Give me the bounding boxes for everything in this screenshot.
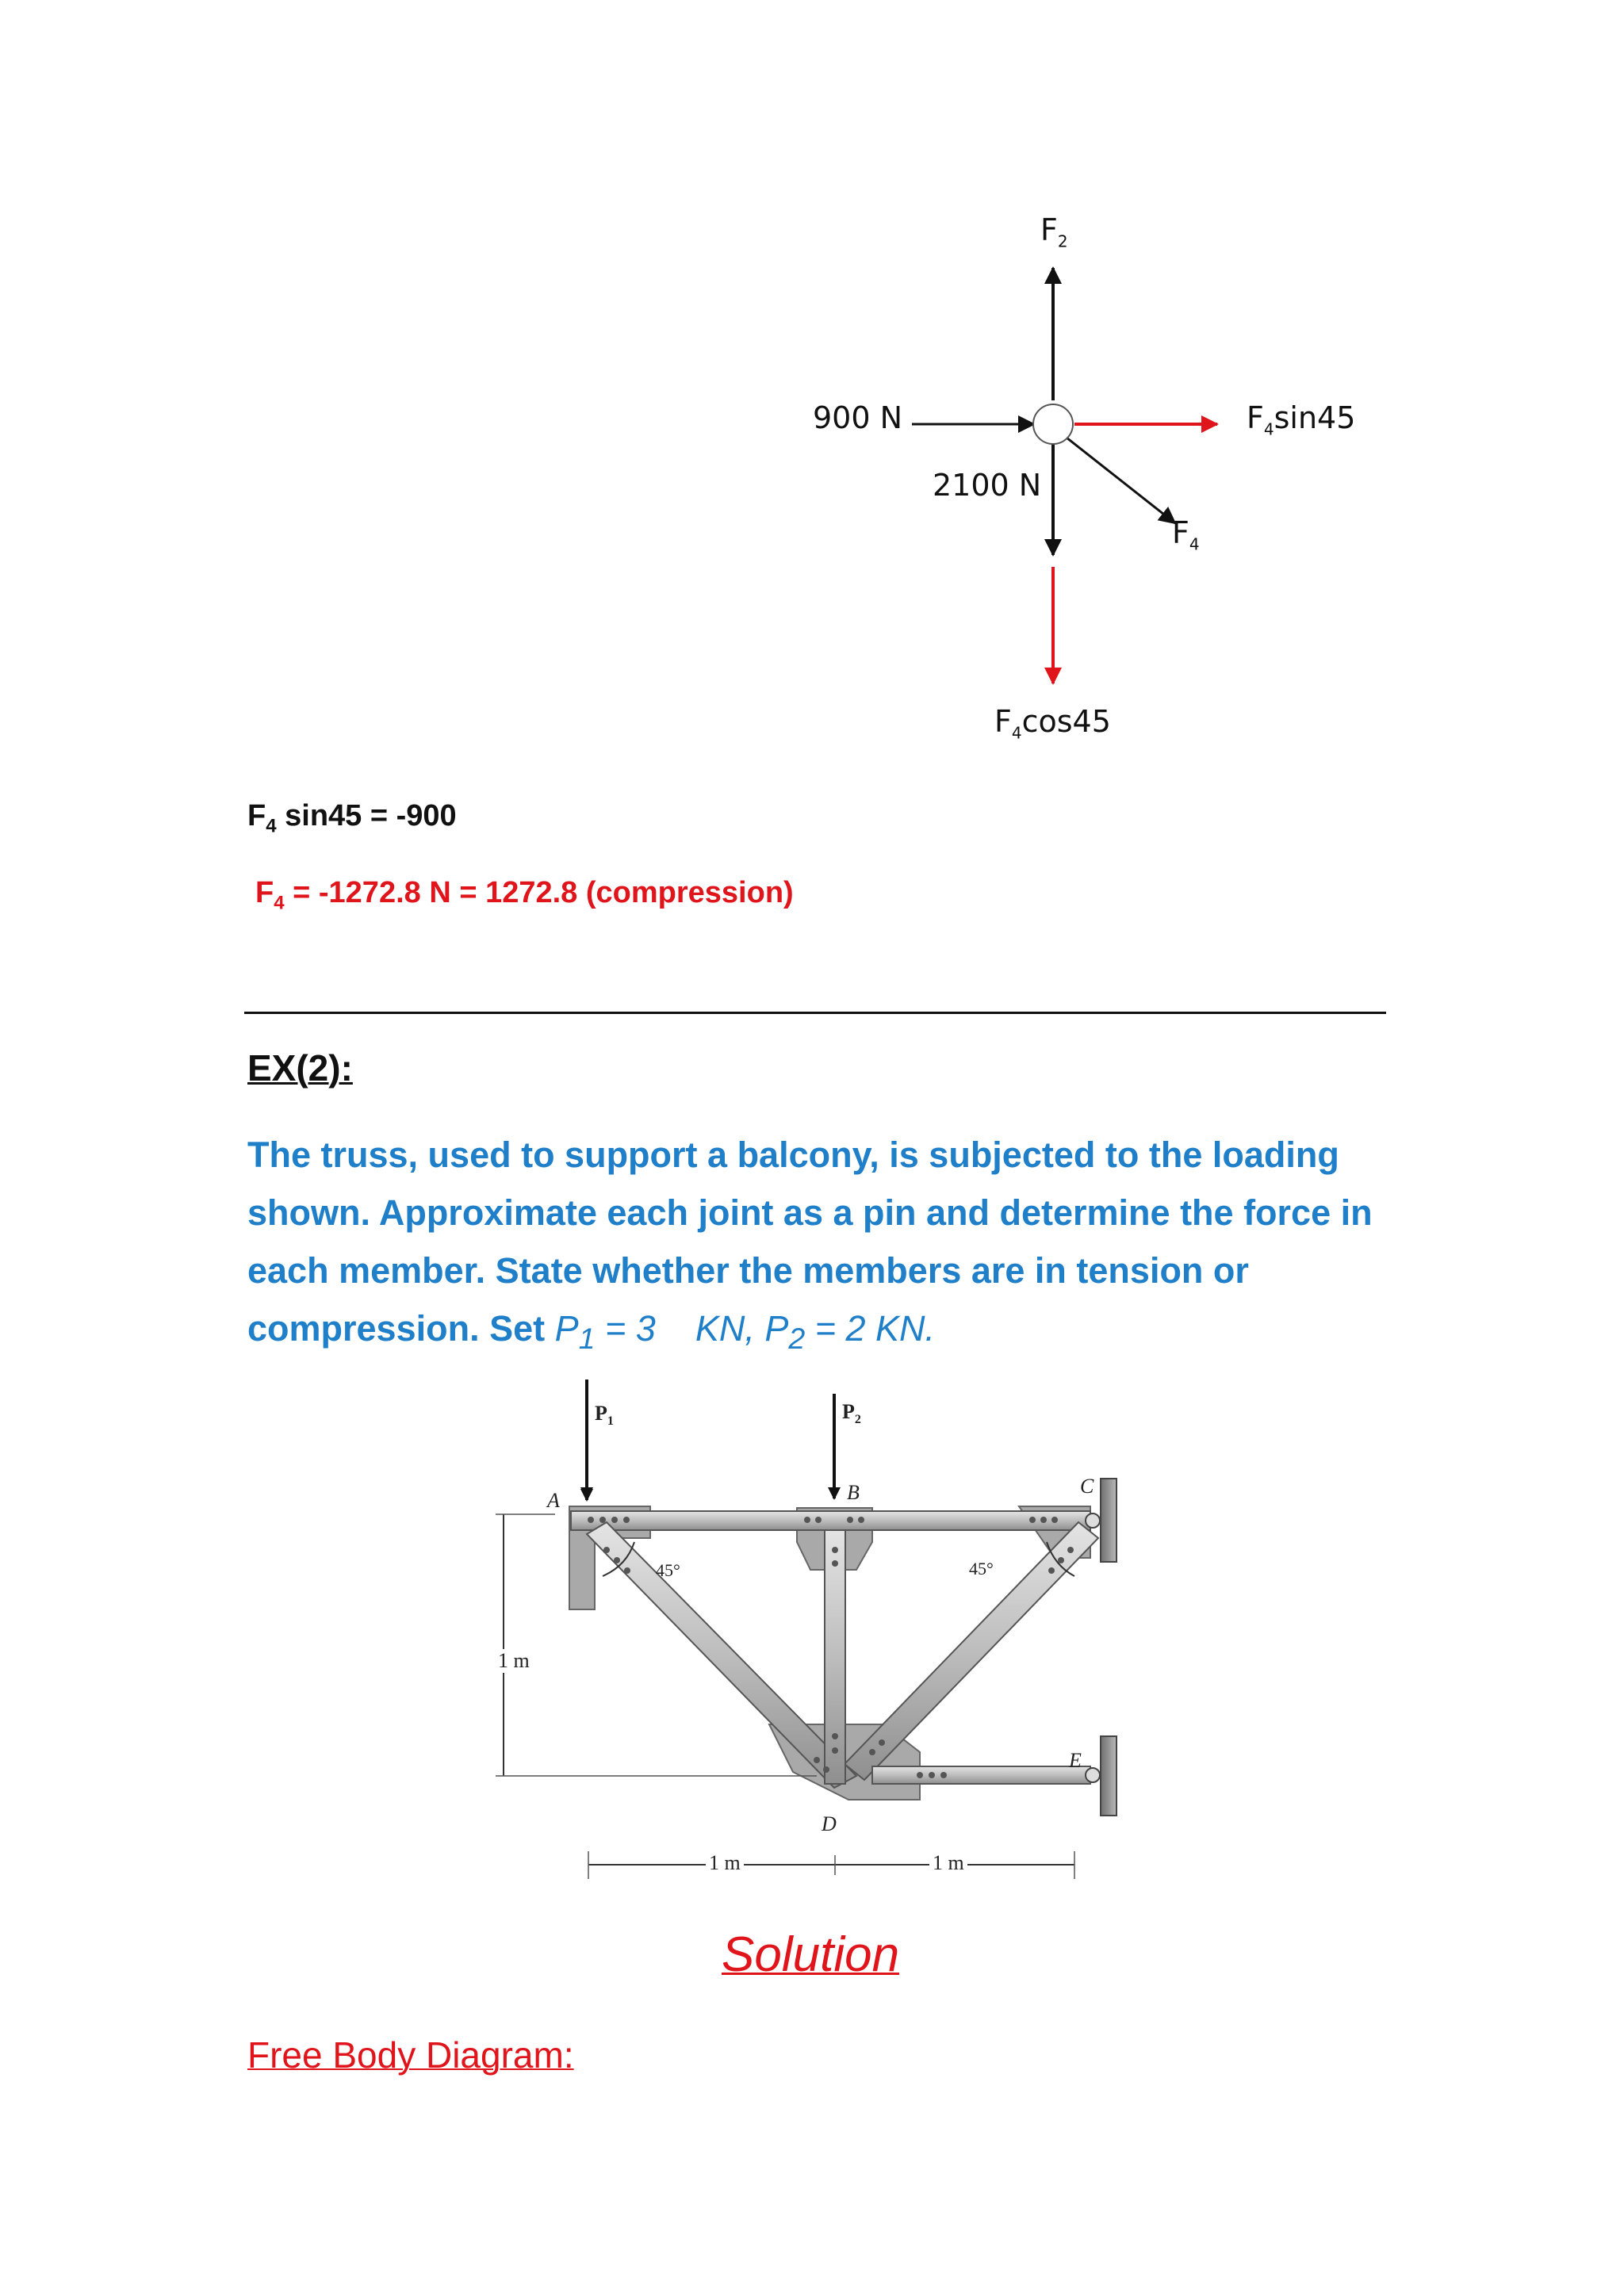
problem-statement: The truss, used to support a balcony, is subjected to the loading shown. Approximate each joint as a pin and determine the force in each member. State whether the members are in tension or compression. Set $P_1 = 3$ KN, $P_2 = 2$ KN. bbox=[247, 1135, 1373, 1355]
truss-figure bbox=[444, 1380, 1158, 1895]
f2-label: $F_2$ bbox=[1040, 212, 1068, 251]
truss-joint-c: C bbox=[1080, 1475, 1094, 1498]
truss-joint-b: B bbox=[847, 1481, 860, 1504]
truss-joint-e: E bbox=[1069, 1749, 1082, 1772]
f4cos-label: $F_4\cos 45$ bbox=[994, 704, 1111, 743]
member-ab-bc bbox=[571, 1511, 1090, 1530]
force-2100-label: 2100 N bbox=[933, 468, 1042, 503]
force-900-label: 900 N bbox=[813, 400, 903, 435]
support-c bbox=[1101, 1479, 1116, 1562]
support-e bbox=[1101, 1736, 1116, 1816]
f4-arrow bbox=[1067, 438, 1175, 523]
truss-span-right: 1 m bbox=[929, 1851, 967, 1875]
pin-e bbox=[1086, 1768, 1100, 1782]
truss-height-dim: 1 m bbox=[496, 1649, 532, 1673]
member-bd bbox=[825, 1530, 845, 1784]
truss-angle-right: 45° bbox=[969, 1559, 994, 1578]
section-divider bbox=[244, 1012, 1386, 1014]
truss-p2-label: $P_2$ bbox=[842, 1400, 861, 1427]
truss-p1-label: $P_1$ bbox=[595, 1402, 614, 1429]
truss-span-left: 1 m bbox=[706, 1851, 744, 1875]
solution-heading: Solution bbox=[722, 1927, 900, 1982]
truss-joint-d: D bbox=[822, 1812, 837, 1835]
pin-c bbox=[1086, 1513, 1100, 1528]
example-heading: EX(2): bbox=[247, 1047, 353, 1089]
member-de bbox=[872, 1766, 1090, 1784]
equation-1: $F_4$ sin45 = -900 bbox=[247, 799, 457, 837]
f4sin-label: $F_4\sin 45$ bbox=[1247, 400, 1356, 439]
joint-circle bbox=[1033, 404, 1073, 444]
f4-label: $F_4$ bbox=[1172, 515, 1200, 554]
joint-fbd-diagram bbox=[0, 0, 1624, 793]
truss-angle-left: 45° bbox=[656, 1560, 680, 1580]
truss-joint-a: A bbox=[547, 1489, 560, 1512]
equation-2: $F_4 = -1272.8$ N = 1272.8 (compression) bbox=[255, 876, 794, 914]
free-body-diagram-title: Free Body Diagram: bbox=[247, 2034, 574, 2076]
